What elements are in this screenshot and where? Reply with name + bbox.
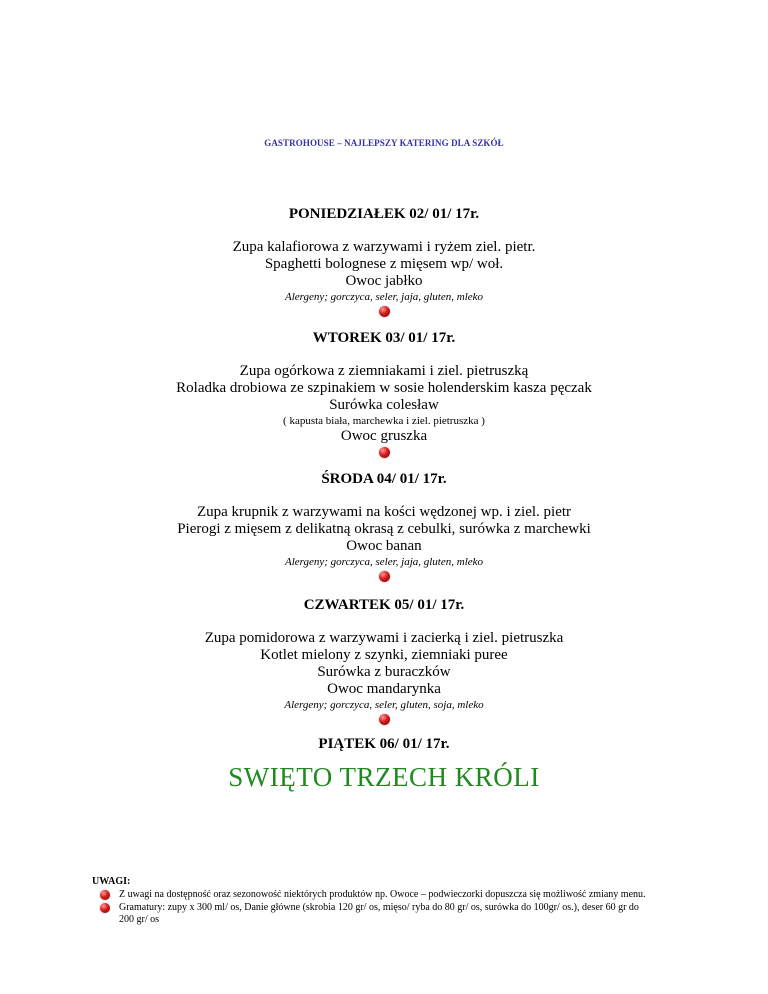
allergens: Alergeny; gorczyca, seler, jaja, gluten, mleko: [284, 556, 484, 568]
menu-line: Zupa ogórkowa z ziemniakami i ziel. pietruszką: [239, 363, 529, 379]
menu-line: Roladka drobiowa ze szpinakiem w sosie holenderskim kasza pęczak: [176, 380, 592, 396]
menu-line: Zupa pomidorowa z warzywami i zacierką i ziel. pietruszka: [204, 630, 564, 646]
red-bullet-icon: [379, 714, 390, 725]
day-thursday: [0, 596, 768, 728]
red-bullet-icon: [379, 447, 390, 458]
menu-line: Spaghetti bolognese z mięsem wp/ woł.: [264, 256, 504, 272]
menu-line: Zupa kalafiorowa z warzywami i ryżem ziel. pietr.: [232, 239, 536, 255]
menu-line: Owoc gruszka: [340, 428, 428, 444]
menu-line: Kotlet mielony z szynki, ziemniaki puree: [260, 647, 508, 663]
red-bullet-icon: [379, 306, 390, 317]
salad-note: ( kapusta biała, marchewka i ziel. pietruszka ): [283, 415, 485, 427]
red-bullet-icon: [379, 571, 390, 582]
day-title: ŚRODA 04/ 01/ 17r.: [321, 471, 447, 487]
note-item: [92, 902, 652, 927]
red-bullet-icon: [100, 903, 110, 913]
note-text: Z uwagi na dostępność oraz sezonowość niektórych produktów np. Owoce – podwieczorki dopuszcza się możliwość zmiany menu.: [119, 889, 646, 900]
day-title: PIĄTEK 06/ 01/ 17r.: [318, 736, 450, 752]
holiday-title: SWIĘTO TRZECH KRÓLI: [228, 762, 540, 792]
menu-line: Zupa krupnik z warzywami na kości wędzonej wp. i ziel. pietr: [196, 504, 572, 520]
notes-section: [92, 876, 652, 927]
day-friday: [0, 735, 768, 753]
menu-line: Surówka z buraczków: [317, 664, 451, 680]
menu-line: Owoc mandarynka: [327, 681, 441, 697]
menu-line: Pierogi z mięsem z delikatną okrasą z cebulki, surówka z marchewki: [177, 521, 591, 537]
day-title: WTOREK 03/ 01/ 17r.: [312, 330, 456, 346]
note-text: Gramatury: zupy x 300 ml/ os, Danie główne (skrobia 120 gr/ os, mięso/ ryba do 80 gr/ os, surówka do 100gr/ os.), deser 60 gr do 200 gr/ os: [119, 901, 639, 925]
menu-line: Owoc banan: [346, 538, 422, 554]
day-tuesday: [0, 329, 768, 461]
menu-line: Surówka colesław: [329, 397, 439, 413]
menu-line: Owoc jabłko: [345, 273, 423, 289]
day-title: CZWARTEK 05/ 01/ 17r.: [303, 597, 465, 613]
company-header: GASTROHOUSE – NAJLEPSZY KATERING DLA SZKÓŁ: [264, 138, 504, 148]
day-title: PONIEDZIAŁEK 02/ 01/ 17r.: [288, 206, 480, 222]
notes-title: UWAGI:: [92, 876, 131, 887]
allergens: Alergeny; gorczyca, seler, gluten, soja, mleko: [284, 699, 484, 711]
day-monday: [0, 205, 768, 320]
allergens: Alergeny; gorczyca, seler, jaja, gluten, mleko: [284, 291, 484, 303]
day-wednesday: [0, 470, 768, 585]
note-item: [92, 889, 652, 902]
red-bullet-icon: [100, 890, 110, 900]
